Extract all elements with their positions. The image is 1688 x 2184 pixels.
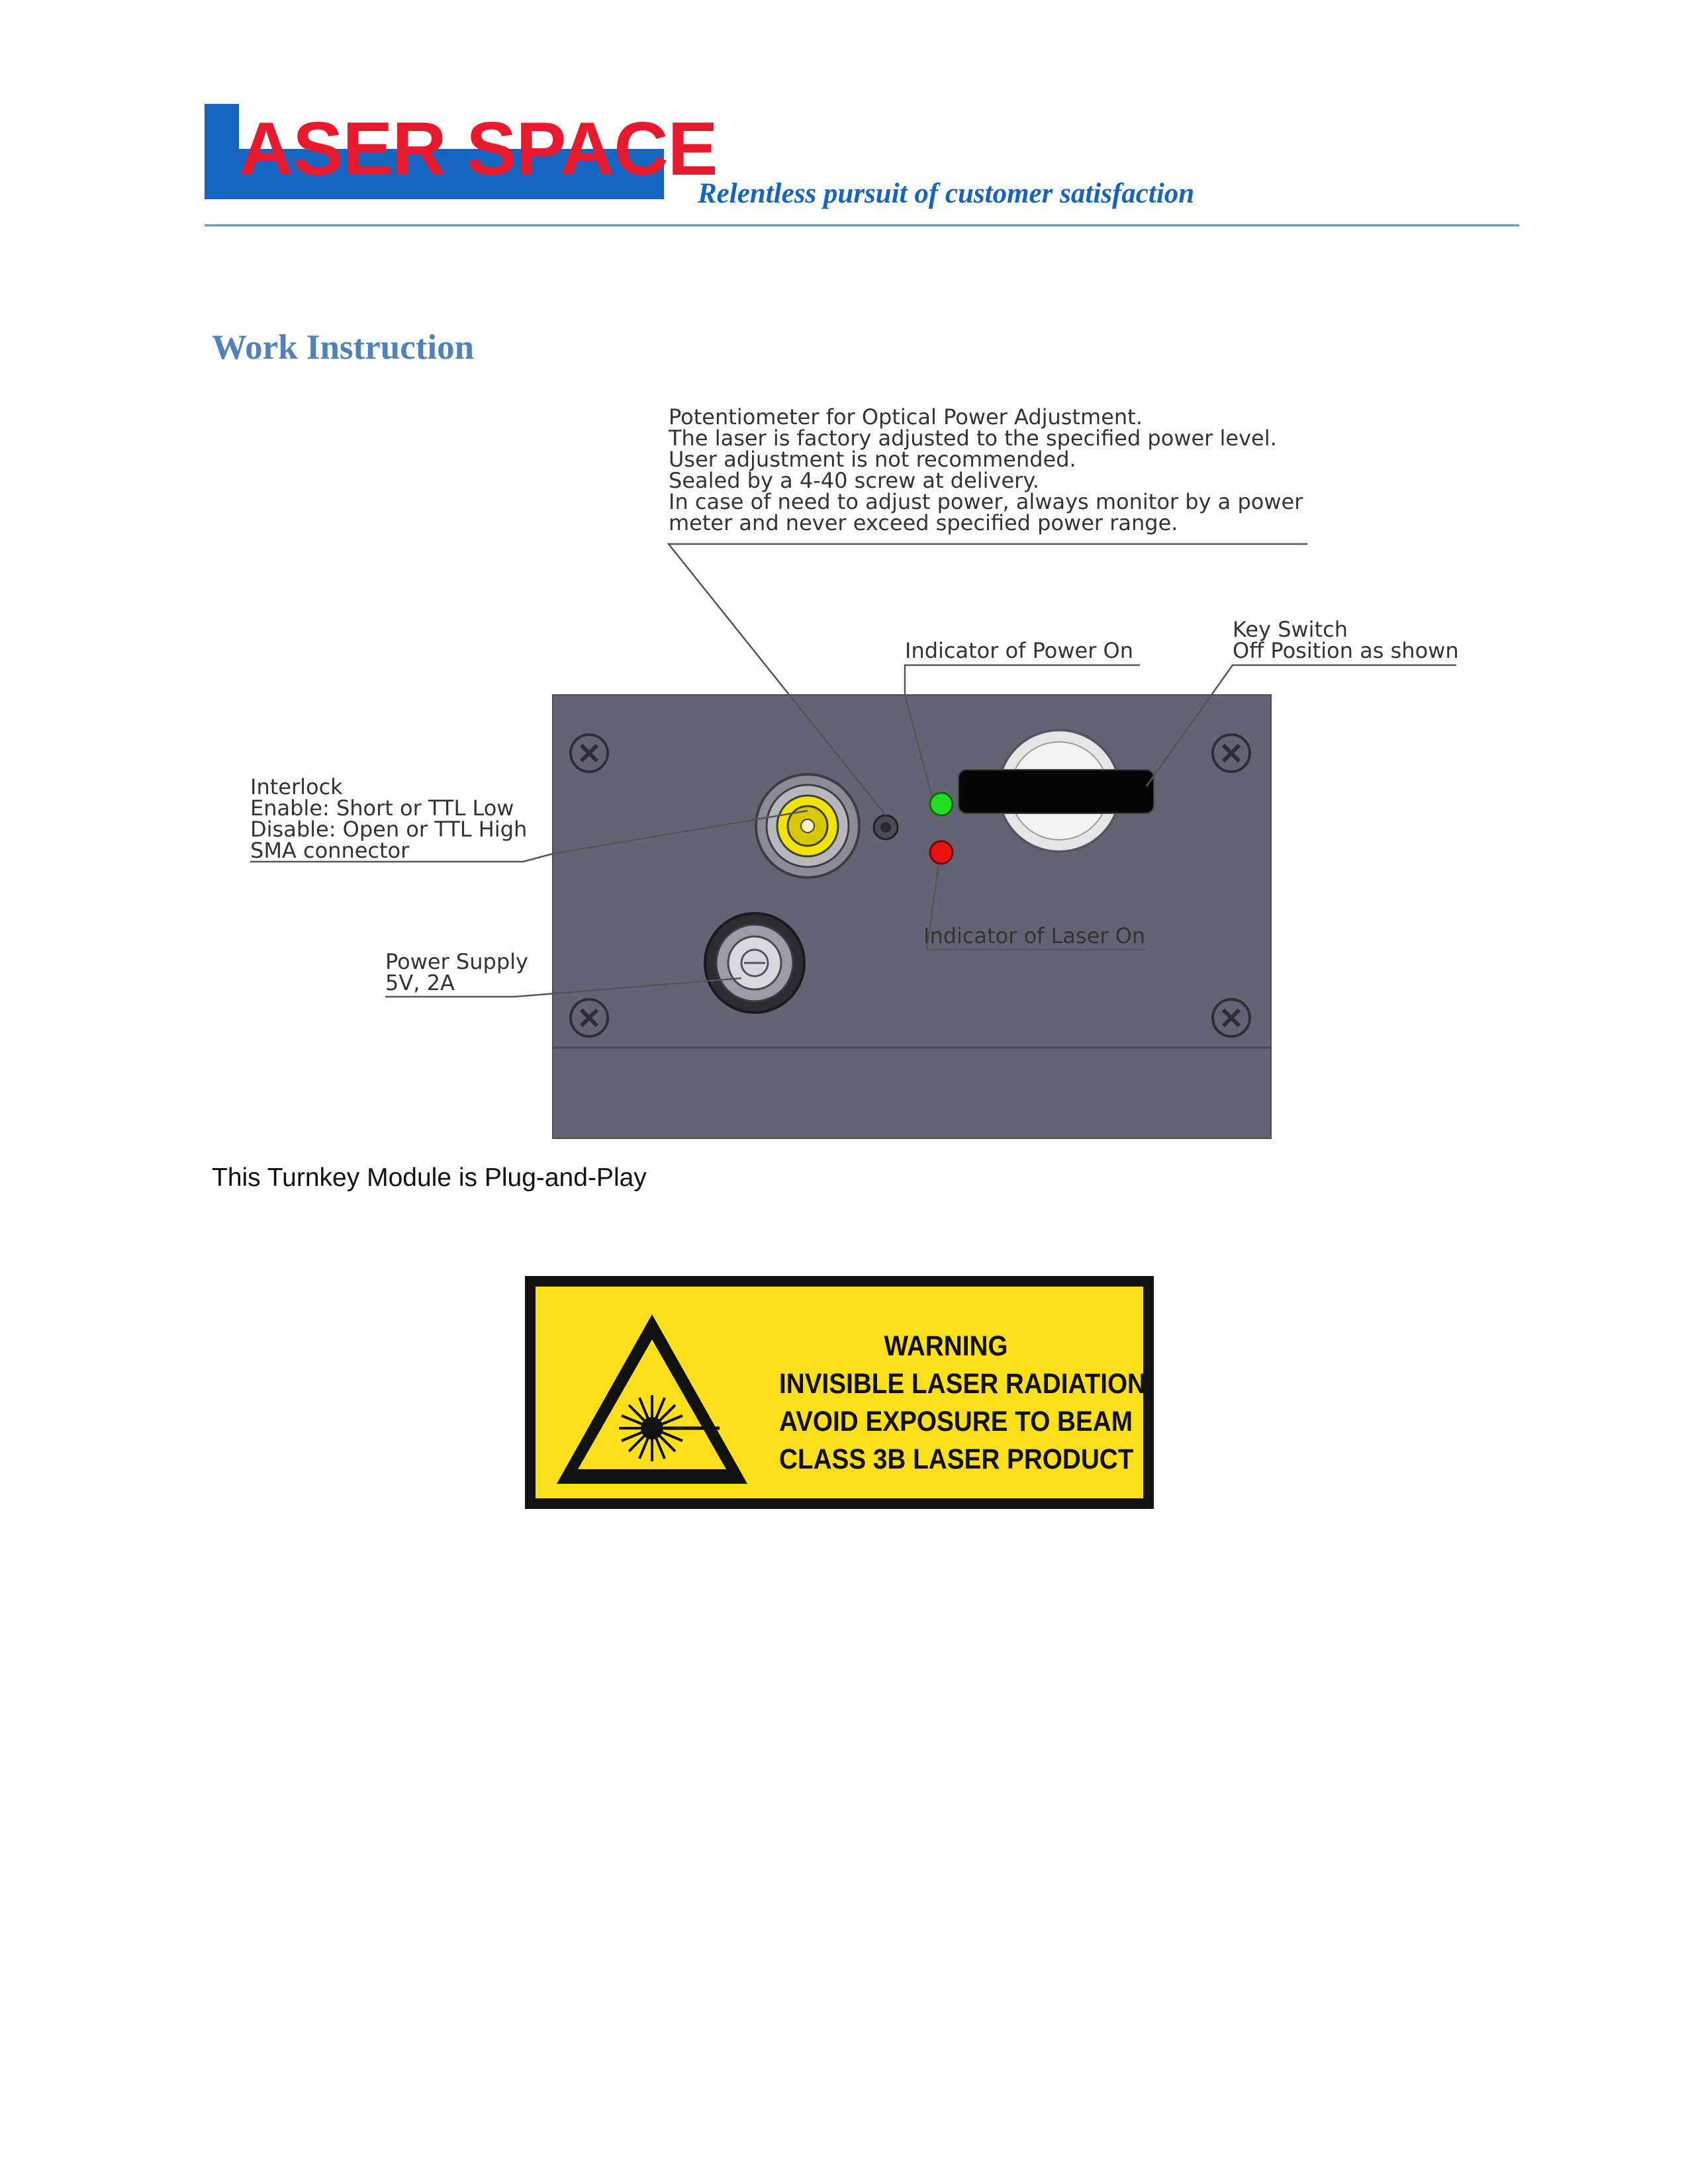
pot-line-1: Potentiometer for Optical Power Adjustment.	[669, 404, 1143, 430]
interlock-line-1: Interlock	[250, 774, 343, 799]
interlock-line-3: Disable: Open or TTL High	[250, 817, 528, 842]
warning-line-4: CLASS 3B LASER PRODUCT	[779, 1443, 1134, 1475]
key-switch-line-1: Key Switch	[1233, 617, 1348, 642]
key-switch-label	[1233, 617, 1459, 663]
led-laser-on-icon	[930, 841, 953, 864]
pot-line-4: Sealed by a 4-40 screw at delivery.	[669, 468, 1039, 493]
warning-line-3: AVOID EXPOSURE TO BEAM	[779, 1406, 1133, 1437]
warning-label-body	[536, 1287, 1147, 1498]
led-power-on-icon	[930, 793, 953, 815]
interlock-line-4: SMA connector	[250, 838, 410, 863]
warning-line-1: WARNING	[884, 1330, 1008, 1362]
power-on-label: Indicator of Power On	[905, 638, 1133, 663]
plug-and-play-text: This Turnkey Module is Plug-and-Play	[212, 1163, 647, 1192]
laser-warning-label	[525, 1276, 1154, 1509]
interlock-line-2: Enable: Short or TTL Low	[250, 796, 514, 821]
power-supply-line-2: 5V, 2A	[385, 970, 455, 995]
laser-hazard-icon	[553, 1310, 751, 1489]
warning-line-2: INVISIBLE LASER RADIATION	[779, 1368, 1147, 1400]
interlock-label	[250, 774, 527, 863]
pot-line-5: In case of need to adjust power, always monitor by a power	[669, 489, 1303, 514]
tagline: Relentless pursuit of customer satisfaction	[698, 178, 1195, 209]
pot-line-2: The laser is factory adjusted to the specified power level.	[669, 426, 1277, 451]
key-switch-line-2: Off Position as shown	[1233, 638, 1459, 663]
page-title: Work Instruction	[212, 328, 475, 367]
potentiometer-label	[668, 404, 1303, 535]
power-connector-icon	[705, 913, 804, 1013]
header-divider	[205, 224, 1519, 226]
logo-letter-l	[205, 104, 239, 199]
power-supply-line-1: Power Supply	[385, 949, 528, 974]
laser-on-label: Indicator of Laser On	[923, 923, 1146, 948]
power-supply-label	[385, 949, 528, 995]
sma-connector-icon	[756, 774, 859, 878]
company-logo	[205, 104, 718, 199]
pot-line-6: meter and never exceed specified power range.	[669, 510, 1178, 535]
logo-text: ASER SPACE	[239, 107, 718, 191]
warning-text-block	[779, 1328, 1147, 1479]
pot-line-3: User adjustment is not recommended.	[669, 447, 1076, 472]
module-panel-diagram	[238, 404, 1470, 1145]
potentiometer-icon	[874, 815, 898, 839]
